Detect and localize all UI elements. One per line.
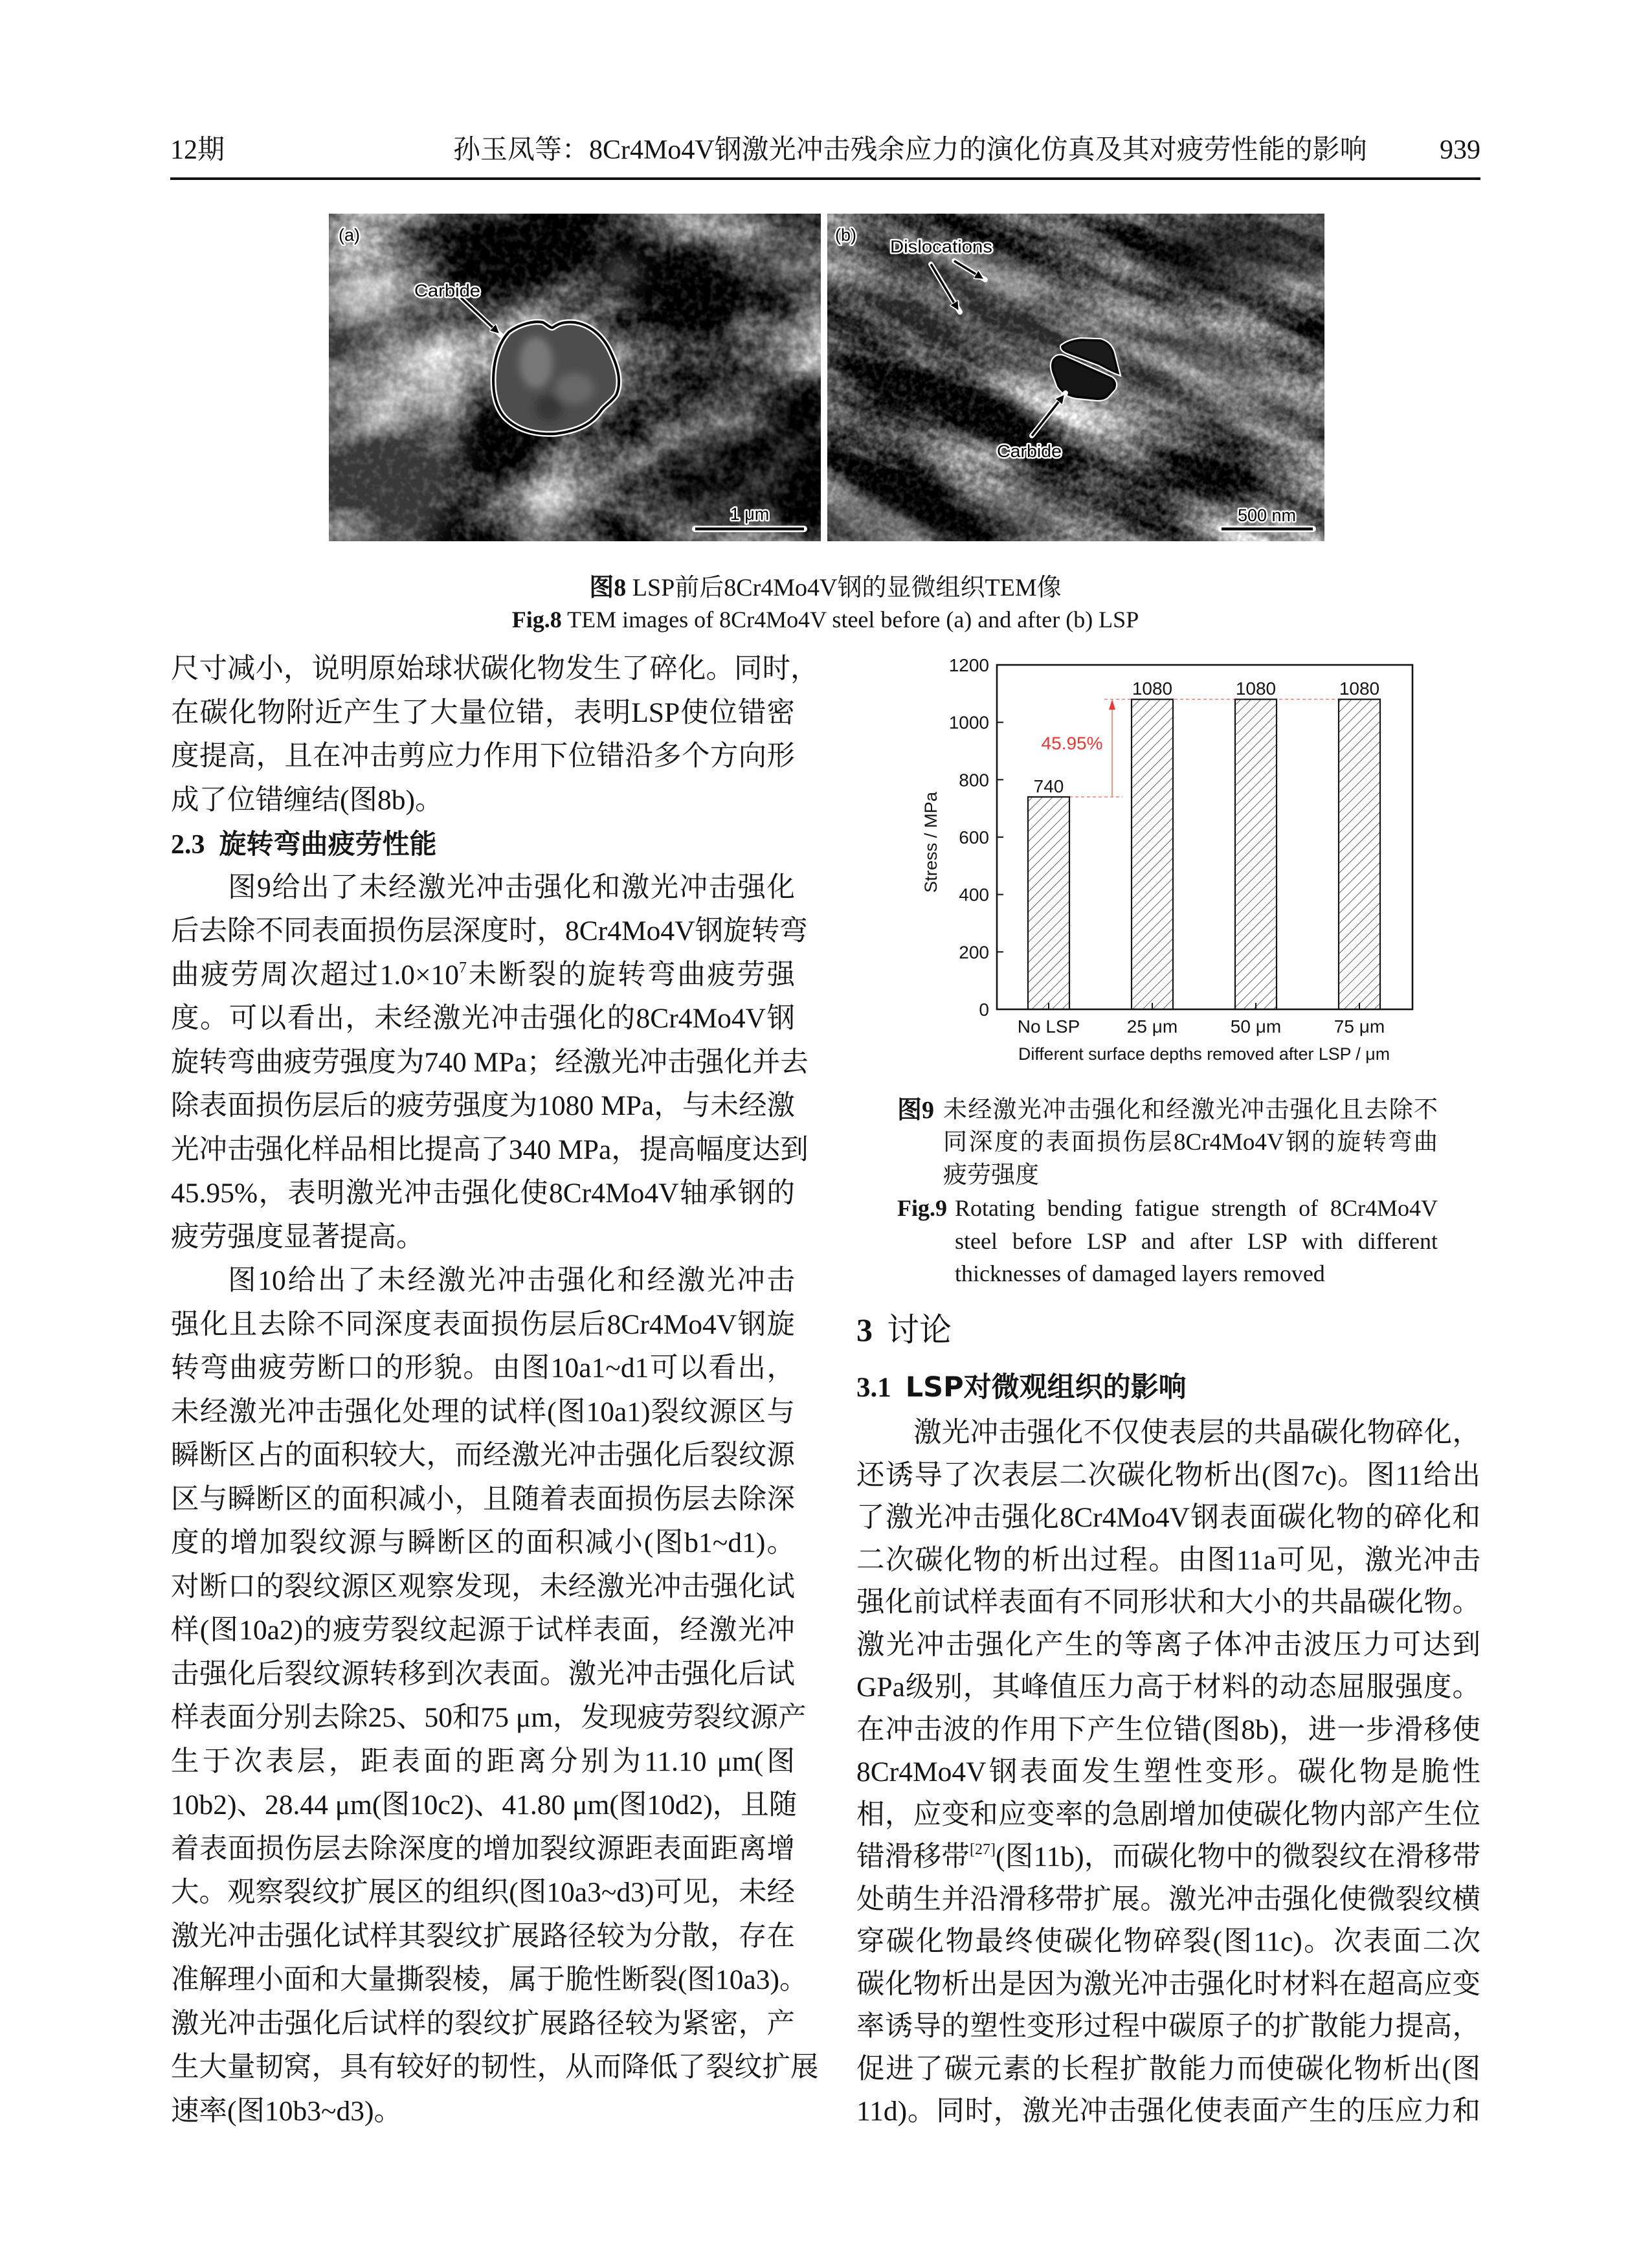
x-tick-label: 50 μm bbox=[1230, 1016, 1282, 1037]
scale-bar-label: 1 μm bbox=[730, 504, 770, 524]
figure8-caption-en bbox=[170, 603, 1480, 636]
bar-value-label: 1080 bbox=[1132, 678, 1173, 699]
text-line: 生于次表层，距表面的距离分别为11.10 μm(图 bbox=[171, 1745, 795, 1777]
text-line: 在冲击波的作用下产生位错(图8b)，进一步滑移使 bbox=[856, 1714, 1480, 1745]
panel-label-a: (a) bbox=[339, 225, 360, 245]
y-axis-title: Stress / MPa bbox=[921, 792, 941, 893]
text-line: 转弯曲疲劳断口的形貌。由图10a1~d1可以看出， bbox=[171, 1352, 795, 1384]
right-text-column bbox=[856, 1412, 1480, 2133]
bar-value-label: 1080 bbox=[1235, 678, 1277, 699]
y-tick-label: 1200 bbox=[948, 655, 989, 675]
text-line: 激光冲击强化试样其裂纹扩展路径较为分散，存在 bbox=[171, 1920, 795, 1952]
text-line: 旋转弯曲疲劳强度为740 MPa；经激光冲击强化并去 bbox=[171, 1046, 809, 1078]
y-tick-label: 1000 bbox=[948, 712, 989, 733]
section-heading-2-3 bbox=[171, 822, 795, 866]
section-number: 3 bbox=[856, 1312, 873, 1348]
section-number: 2.3 bbox=[171, 830, 205, 860]
text-line: 准解理小面和大量撕裂棱，属于脆性断裂(图10a3)。 bbox=[171, 1964, 808, 1995]
tem-image-a-canvas bbox=[329, 214, 821, 541]
caption-text: 同深度的表面损伤层8Cr4Mo4V钢的旋转弯曲 bbox=[943, 1129, 1438, 1156]
section-title: 旋转弯曲疲劳性能 bbox=[219, 828, 437, 860]
figure-label: Fig.9 bbox=[897, 1195, 947, 1222]
y-tick-label: 600 bbox=[959, 827, 989, 847]
text-line: 除表面损伤层后的疲劳强度为1080 MPa，与未经激 bbox=[171, 1090, 795, 1121]
header-running-title: 孙玉凤等：8Cr4Mo4V钢激光冲击残余应力的演化仿真及其对疲劳性能的影响 bbox=[453, 135, 1367, 165]
text-line: 未经激光冲击强化处理的试样(图10a1)裂纹源区与 bbox=[171, 1396, 795, 1428]
text-line: 速率(图10b3~d3)。 bbox=[171, 2095, 403, 2127]
text-line: 度的增加裂纹源与瞬断区的面积减小(图b1~d1)。 bbox=[171, 1527, 795, 1558]
caption-line bbox=[897, 1126, 1441, 1159]
carbide-label: Carbide bbox=[414, 281, 480, 300]
text-line: 瞬断区占的面积较大，而经激光冲击强化后裂纹源 bbox=[171, 1440, 795, 1471]
superscript-exponent: 7 bbox=[459, 959, 467, 976]
panel-label-b: (b) bbox=[835, 225, 856, 245]
text-line: 度提高，且在冲击剪应力作用下位错沿多个方向形 bbox=[171, 741, 795, 772]
text-line: 处萌生并沿滑移带扩展。激光冲击强化使微裂纹横 bbox=[856, 1883, 1480, 1915]
y-tick-label: 0 bbox=[979, 1000, 989, 1020]
text-line: 穿碳化物最终使碳化物碎裂(图11c)。次表面二次 bbox=[856, 1926, 1480, 1957]
header-page-number: 939 bbox=[1440, 135, 1480, 165]
carbide-label: Carbide bbox=[997, 442, 1062, 461]
text-line: 光冲击强化样品相比提高了340 MPa，提高幅度达到 bbox=[171, 1134, 809, 1165]
x-tick-label: No LSP bbox=[1017, 1016, 1080, 1037]
caption-line bbox=[897, 1257, 1441, 1290]
text-line: 强化且去除不同深度表面损伤层后8Cr4Mo4V钢旋 bbox=[171, 1308, 795, 1340]
text-line: 在碳化物附近产生了大量位错，表明LSP使位错密 bbox=[171, 697, 795, 728]
subsection-heading-3-1 bbox=[856, 1366, 1187, 1409]
arrow-up-icon bbox=[1109, 699, 1115, 710]
bar bbox=[1339, 699, 1380, 1009]
text-line bbox=[171, 954, 795, 998]
tem-image-after-lsp bbox=[827, 214, 1324, 541]
header-rule bbox=[170, 177, 1480, 180]
text-line: 11d)。同时，激光冲击强化使表面产生的压应力和 bbox=[856, 2096, 1480, 2127]
caption-line bbox=[897, 1225, 1441, 1257]
text-line: 激光冲击强化后试样的裂纹扩展路径较为紧密，产 bbox=[171, 2008, 795, 2039]
caption-text: steel before LSP and after LSP with different bbox=[955, 1227, 1438, 1254]
text-line: 了激光冲击强化8Cr4Mo4V钢表面碳化物的碎化和 bbox=[856, 1502, 1480, 1533]
text-line: 区与瞬断区的面积减小，且随着表面损伤层去除深 bbox=[171, 1483, 795, 1515]
subsection-title: LSP对微观组织的影响 bbox=[905, 1371, 1187, 1404]
section-title: 讨论 bbox=[887, 1311, 952, 1349]
text-line: 二次碳化物的析出过程。由图11a可见，激光冲击 bbox=[856, 1544, 1480, 1576]
chart-plot-area bbox=[921, 655, 1412, 1064]
bar bbox=[1235, 699, 1277, 1009]
text-line: 样(图10a2)的疲劳裂纹起源于试样表面，经激光冲 bbox=[171, 1615, 795, 1646]
text-line: 8Cr4Mo4V钢表面发生塑性变形。碳化物是脆性 bbox=[856, 1756, 1480, 1788]
caption-text: 疲劳强度 bbox=[943, 1161, 1039, 1189]
figure-label: 图8 bbox=[589, 574, 627, 601]
x-tick-label: 75 μm bbox=[1334, 1016, 1385, 1037]
text-line: 激光冲击强化不仅使表层的共晶碳化物碎化， bbox=[913, 1417, 1480, 1448]
y-tick-label: 400 bbox=[959, 884, 989, 905]
figure9-caption bbox=[897, 1094, 1441, 1290]
caption-indent bbox=[897, 1160, 943, 1192]
text-line: 率诱导的塑性变形过程中碳原子的扩散能力提高， bbox=[856, 2011, 1480, 2042]
text-segment: 未断裂的旋转弯曲疲劳强 bbox=[467, 959, 795, 991]
caption-text: thicknesses of damaged layers removed bbox=[955, 1260, 1325, 1286]
header-issue: 12期 bbox=[170, 135, 225, 165]
section-heading-3 bbox=[856, 1309, 952, 1351]
text-line: GPa级别，其峰值压力高于材料的动态屈服强度。 bbox=[856, 1672, 1480, 1703]
text-line: 图9给出了未经激光冲击强化和激光冲击强化 bbox=[228, 871, 795, 903]
text-line: 促进了碳元素的长程扩散能力而使碳化物析出(图 bbox=[856, 2053, 1480, 2085]
caption-indent bbox=[897, 1257, 955, 1290]
caption-line bbox=[897, 1094, 1441, 1126]
text-line bbox=[856, 1836, 1480, 1879]
dislocations-label: Dislocations bbox=[890, 237, 992, 256]
subsection-number: 3.1 bbox=[856, 1373, 891, 1403]
bar bbox=[1132, 699, 1173, 1009]
text-line: 后去除不同表面损伤层深度时，8Cr4Mo4V钢旋转弯 bbox=[171, 915, 808, 947]
caption-indent bbox=[897, 1126, 943, 1159]
fatigue-strength-bar-chart bbox=[906, 641, 1463, 1081]
caption-text: LSP前后8Cr4Mo4V钢的显微组织TEM像 bbox=[632, 574, 1062, 601]
text-line: 度。可以看出，未经激光冲击强化的8Cr4Mo4V钢 bbox=[171, 1003, 795, 1034]
left-text-column bbox=[171, 647, 819, 2133]
figure-label: Fig.8 bbox=[511, 607, 562, 633]
tem-image-b-canvas bbox=[827, 214, 1324, 541]
bar-value-label: 740 bbox=[1033, 776, 1064, 796]
text-line: 成了位错缠结(图8b)。 bbox=[171, 784, 443, 816]
caption-indent bbox=[897, 1225, 955, 1257]
bar bbox=[1028, 797, 1069, 1009]
tem-image-before-lsp bbox=[329, 214, 821, 541]
caption-line bbox=[897, 1192, 1441, 1224]
y-tick-label: 200 bbox=[959, 942, 989, 963]
y-tick-label: 800 bbox=[959, 770, 989, 790]
text-line: 疲劳强度显著提高。 bbox=[171, 1221, 425, 1253]
text-line: 碳化物析出是因为激光冲击强化时材料在超高应变 bbox=[856, 1968, 1480, 2000]
figure8-caption-cn bbox=[170, 572, 1480, 604]
scale-bar-label: 500 nm bbox=[1237, 506, 1297, 525]
text-line: 生大量韧窝，具有较好的韧性，从而降低了裂纹扩展 bbox=[171, 2052, 819, 2083]
text-line: 对断口的裂纹源区观察发现，未经激光冲击强化试 bbox=[171, 1571, 795, 1602]
text-line: 强化前试样表面有不同形状和大小的共晶碳化物。 bbox=[856, 1587, 1480, 1618]
x-tick-label: 25 μm bbox=[1126, 1016, 1178, 1037]
bar-value-label: 1080 bbox=[1339, 678, 1380, 699]
annotation-label: 45.95% bbox=[1041, 733, 1103, 754]
text-line: 图10给出了未经激光冲击强化和经激光冲击 bbox=[228, 1265, 795, 1296]
caption-text: TEM images of 8Cr4Mo4V steel before (a) and after (b) LSP bbox=[567, 607, 1139, 633]
text-line: 击强化后裂纹源转移到次表面。激光冲击强化后试 bbox=[171, 1658, 795, 1690]
text-segment: 错滑移带 bbox=[856, 1841, 970, 1872]
figure-label: 图9 bbox=[897, 1097, 935, 1124]
text-line: 着表面损伤层去除深度的增加裂纹源距表面距离增 bbox=[171, 1833, 795, 1865]
caption-text: 未经激光冲击强化和经激光冲击强化且去除不 bbox=[943, 1097, 1438, 1123]
text-line: 大。观察裂纹扩展区的组织(图10a3~d3)可见，未经 bbox=[171, 1877, 795, 1908]
caption-line bbox=[897, 1160, 1441, 1192]
text-line: 尺寸减小，说明原始球状碳化物发生了碎化。同时， bbox=[171, 653, 819, 684]
text-segment: (图11b)，而碳化物中的微裂纹在滑移带 bbox=[995, 1841, 1481, 1872]
text-line: 10b2)、28.44 μm(图10c2)、41.80 μm(图10d2)，且随 bbox=[171, 1789, 798, 1821]
text-line: 样表面分别去除25、50和75 μm，发现疲劳裂纹源产 bbox=[171, 1702, 807, 1733]
caption-text: Rotating bending fatigue strength of 8Cr4Mo4V bbox=[955, 1195, 1438, 1222]
fractured-carbide bbox=[1053, 340, 1118, 399]
text-line: 激光冲击强化产生的等离子体冲击波压力可达到 bbox=[856, 1629, 1480, 1661]
citation-reference: [27] bbox=[969, 1841, 996, 1858]
text-segment: 曲疲劳周次超过1.0×10 bbox=[171, 959, 460, 991]
text-line: 还诱导了次表层二次碳化物析出(图7c)。图11给出 bbox=[856, 1459, 1480, 1491]
text-line: 相，应变和应变率的急剧增加使碳化物内部产生位 bbox=[856, 1799, 1480, 1830]
x-axis-title: Different surface depths removed after LSP / μm bbox=[1018, 1044, 1390, 1064]
text-line: 45.95%，表明激光冲击强化使8Cr4Mo4V轴承钢的 bbox=[171, 1178, 795, 1209]
